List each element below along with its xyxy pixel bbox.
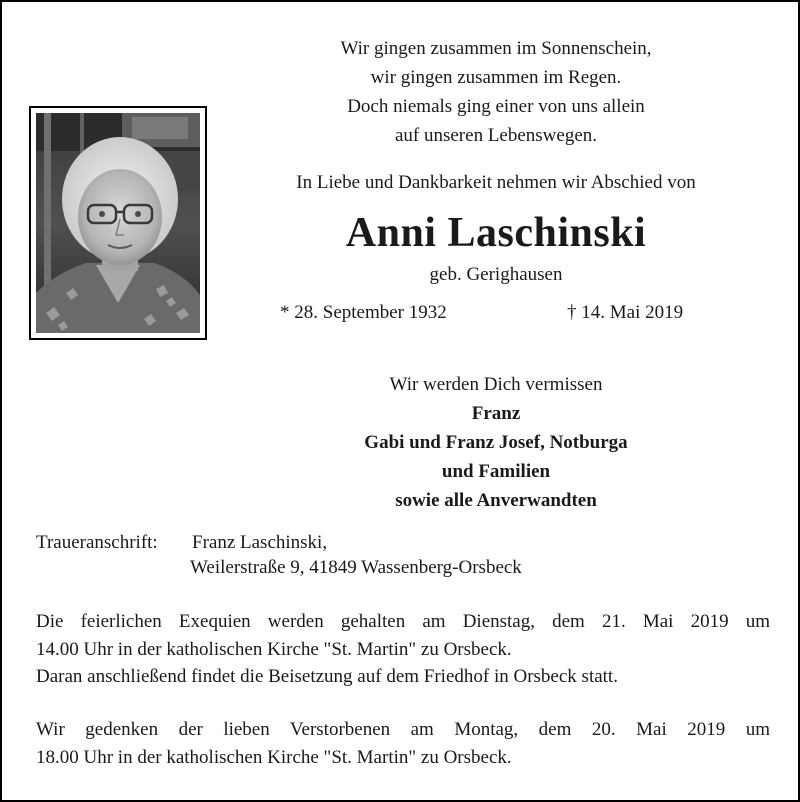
paragraph-line: 14.00 Uhr in der katholischen Kirche "St. Martin" zu Orsbeck. (36, 638, 512, 660)
poem-line: auf unseren Lebenswegen. (394, 125, 598, 146)
paragraph-line: Daran anschließend findet die Beisetzung auf dem Friedhof in Orsbeck statt. (36, 666, 618, 687)
mourner-name: und Familien (441, 461, 551, 482)
mourners-block (234, 370, 758, 515)
address-label: Traueranschrift: (36, 532, 158, 553)
poem-line: Doch niemals ging einer von uns allein (347, 96, 645, 117)
deceased-name: Anni Laschinski (345, 210, 647, 256)
poem (234, 34, 758, 150)
mourner-name: sowie alle Anverwandten (395, 490, 597, 511)
birth-name: geb. Gerighausen (429, 264, 563, 285)
death-date: † 14. Mai 2019 (567, 302, 684, 323)
poem-line: wir gingen zusammen im Regen. (370, 67, 622, 88)
paragraph-line: 18.00 Uhr in der katholischen Kirche "St. Martin" zu Orsbeck. (36, 746, 512, 768)
poem-line: Wir gingen zusammen im Sonnenschein, (340, 38, 652, 59)
memorial-paragraph (36, 716, 770, 771)
mourner-name: Gabi und Franz Josef, Notburga (364, 432, 628, 453)
paragraph-line: Die feierlichen Exequien werden gehalten am Dienstag, dem 21. Mai 2019 um (36, 611, 770, 632)
mourners-intro: Wir werden Dich vermissen (389, 374, 603, 395)
address-name: Franz Laschinski, (192, 532, 328, 553)
portrait-photo (29, 106, 207, 340)
address-street: Weilerstraße 9, 41849 Wassenberg-Orsbeck (190, 557, 522, 578)
portrait-image (36, 113, 200, 333)
mourner-name: Franz (471, 403, 521, 424)
birth-date: * 28. September 1932 (280, 302, 447, 323)
farewell-intro: In Liebe und Dankbarkeit nehmen wir Abschied von (296, 172, 696, 193)
paragraph-line: Wir gedenken der lieben Verstorbenen am Montag, dem 20. Mai 2019 um (36, 719, 770, 740)
exequies-paragraph (36, 608, 770, 691)
